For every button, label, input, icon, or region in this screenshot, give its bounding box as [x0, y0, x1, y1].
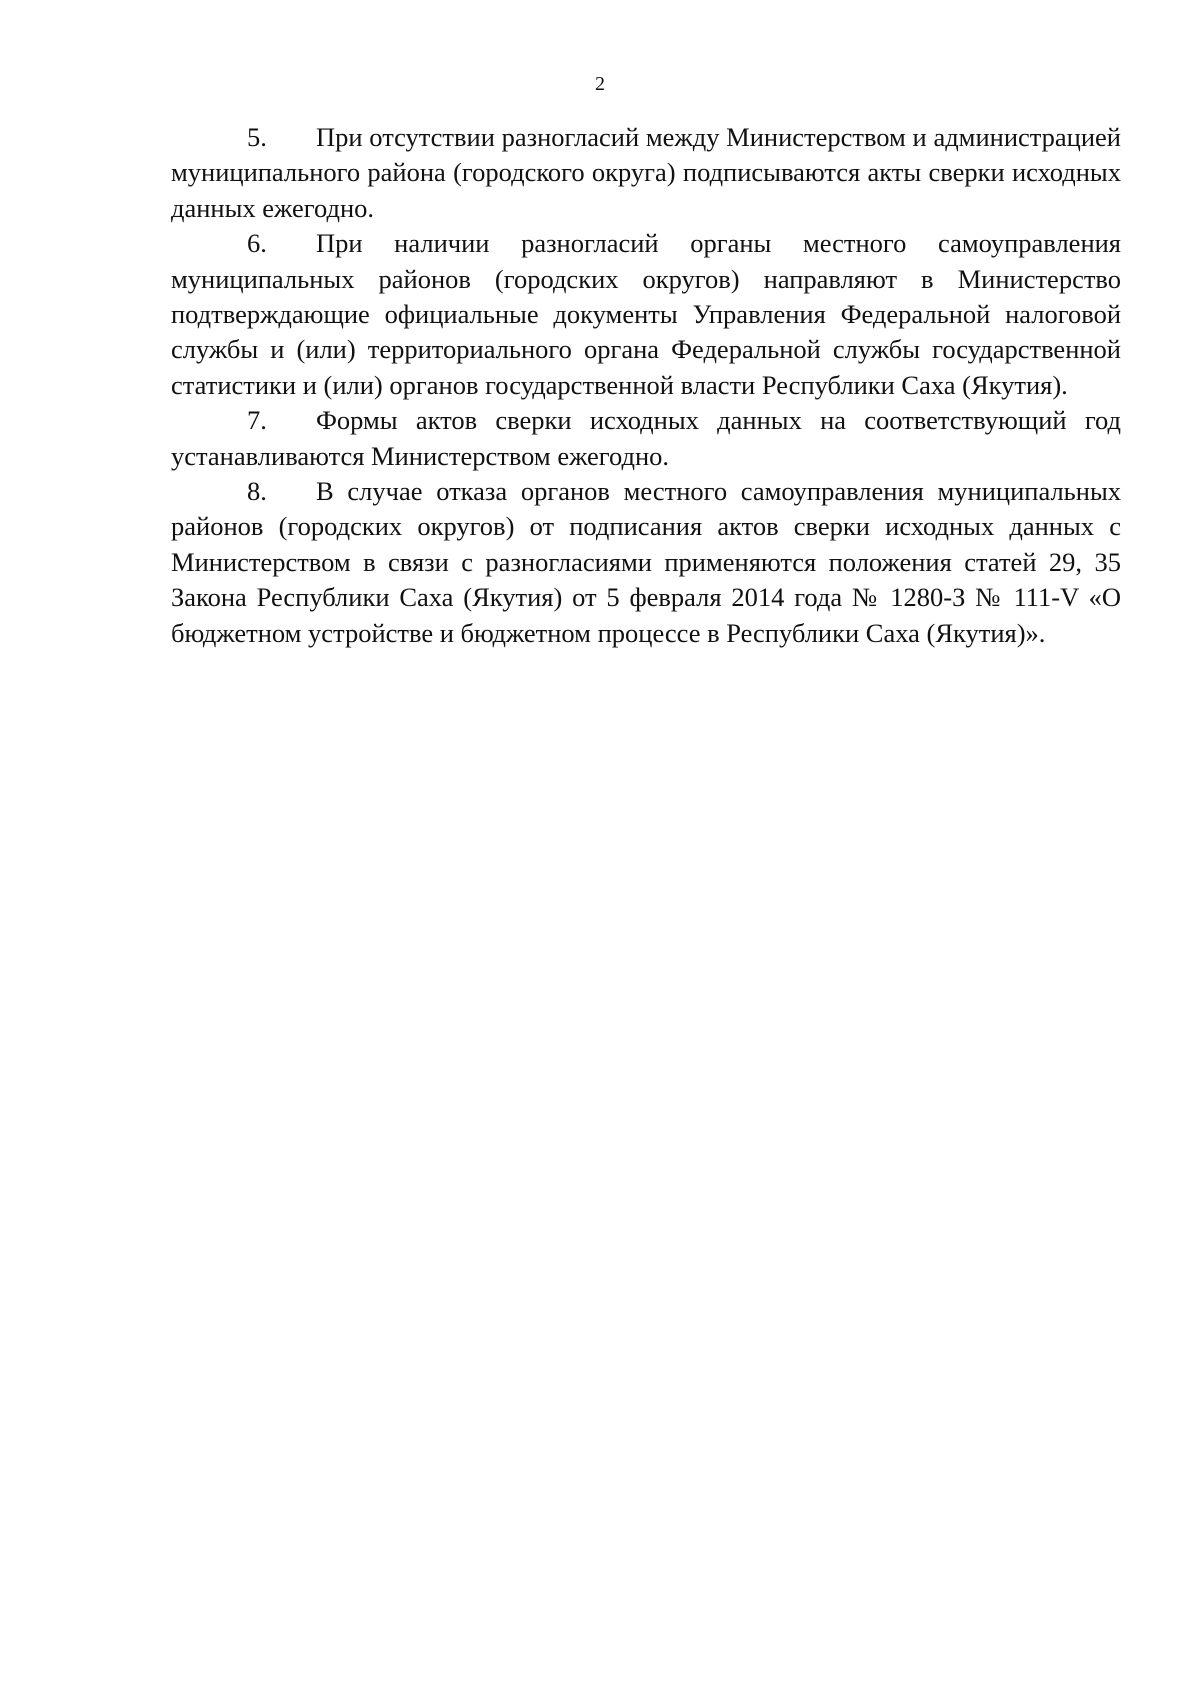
paragraph-number: 7.	[247, 405, 267, 436]
paragraph-number: 8.	[247, 476, 267, 507]
paragraph-text: В случае отказа органов местного самоуправления муниципальных районов (городских округов) от подписания актов сверки исходных данных с Министерством в связи с разногласиями применяются положения статей 29, 35 Закона Республики Саха (Якутия) от 5 февраля 2014 года № 1280-З № 111-V «О бюджетном устройстве и бюджетном процессе в Республики Саха (Якутия)».	[171, 476, 1121, 648]
document-body	[171, 120, 1121, 651]
paragraph-text: Формы актов сверки исходных данных на соответствующий год устанавливаются Министерством ежегодно.	[171, 405, 1121, 471]
paragraph-6	[171, 226, 1121, 403]
paragraph-text: При отсутствии разногласий между Министерством и администрацией муниципального района (городского округа) подписываются акты сверки исходных данных ежегодно.	[171, 122, 1121, 223]
paragraph-5	[171, 120, 1121, 226]
paragraph-8	[171, 474, 1121, 651]
paragraph-number: 5.	[247, 122, 267, 152]
paragraph-7	[171, 403, 1121, 474]
paragraph-number: 6.	[247, 228, 267, 259]
paragraph-text: При наличии разногласий органы местного самоуправления муниципальных районов (городских округов) направляют в Министерство подтверждающие официальные документы Управления Федеральной налоговой службы и (или) территориального органа Федеральной службы государственной статистики и (или) органов государственной власти Республики Саха (Якутия).	[171, 228, 1121, 400]
page-number: 2	[595, 73, 605, 95]
